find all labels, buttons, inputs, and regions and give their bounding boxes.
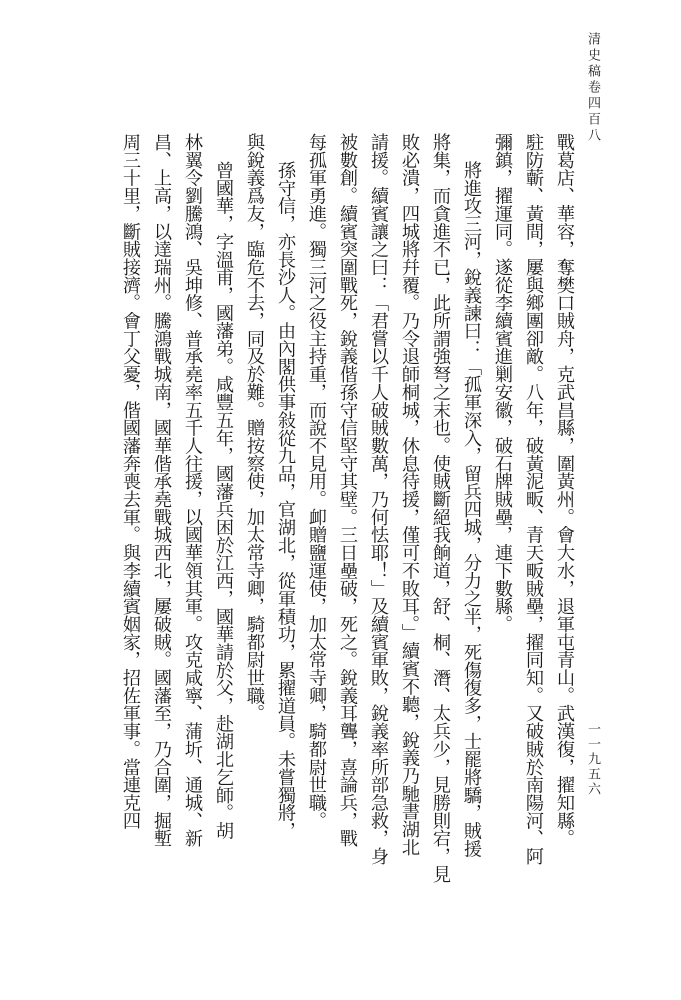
- text-column: 每孤軍勇進。獨三河之役主持重，而說不見用。卹贈鹽運使，加太常寺卿，騎都尉世職。: [306, 133, 327, 830]
- text-column: 將集，而貪進不已，此所謂強弩之末也。使賊斷絕我餉道，舒、桐、潛、太兵少，見勝則宕，見: [430, 133, 451, 883]
- page-number: 一一九五六: [585, 722, 600, 797]
- text-column: 請援。續賓讓之曰：「君嘗以千人破賊數萬，乃何怯耶！」及續賓軍敗，銳義率所部急救，身: [368, 133, 389, 865]
- text-column: 昌、上高，以達瑞州。騰鴻戰城南，國華偕承堯戰城西北，屢破賊。國藩至，乃合圍，掘塹: [151, 133, 172, 848]
- text-column: 將進攻三河，銳義諫曰：「孤軍深入，留兵四城，分力之半，死傷復多，士罷將驕，賊援: [461, 161, 482, 858]
- text-column: 周三十里，斷賊接濟。會丁父憂，偕國藩奔喪去軍。與李續賓姻家，招佐軍事。當連克四: [120, 133, 141, 830]
- text-column: 駐防蘄、黃間，屢與鄉團卻敵。八年，破黃泥畈、青天畈賊壘，擢同知。又破賊於南陽河、阿: [523, 133, 544, 865]
- text-column: 孫守信，亦長沙人。由內閣供事敍從九品，官湖北，從軍積功，累擢道員。未嘗獨將，: [275, 161, 296, 840]
- running-head: 清史稿卷四百八: [585, 32, 600, 144]
- text-column: 林翼令劉騰鴻、吳坤修、普承堯率五千人往援，以國華領其軍。攻克咸寧、蒲圻、通城、新: [182, 133, 203, 848]
- text-column: 戰葛店、華容，奪樊口賊舟，克武昌縣，圍黃州。會大水，退軍屯青山。武漢復，擢知縣。: [554, 133, 575, 848]
- text-column: 曾國華，字溫甫，國藩弟。咸豐五年，國藩兵困於江西，國華請於父，赴湖北乞師。胡: [213, 161, 234, 840]
- text-column: 與銳義爲友，臨危不去，同及於難。贈按察使，加太常寺卿，騎都尉世職。: [244, 133, 265, 723]
- text-column: 被數創。續賓突圍戰死，銳義偕孫守信堅守其壁。三日壘破，死之。銳義耳聾，喜論兵，戰: [337, 133, 358, 848]
- body-text: [120, 133, 578, 933]
- text-column: 敗必潰，四城將幷覆。乃令退師桐城，休息待援，僅可不敗耳。」續賓不聽，銳義乃馳書湖北: [399, 133, 420, 856]
- text-column: 彌鎮，擢運同。遂從李續賓進剿安徽，破石牌賊壘，連下數縣。: [492, 133, 513, 633]
